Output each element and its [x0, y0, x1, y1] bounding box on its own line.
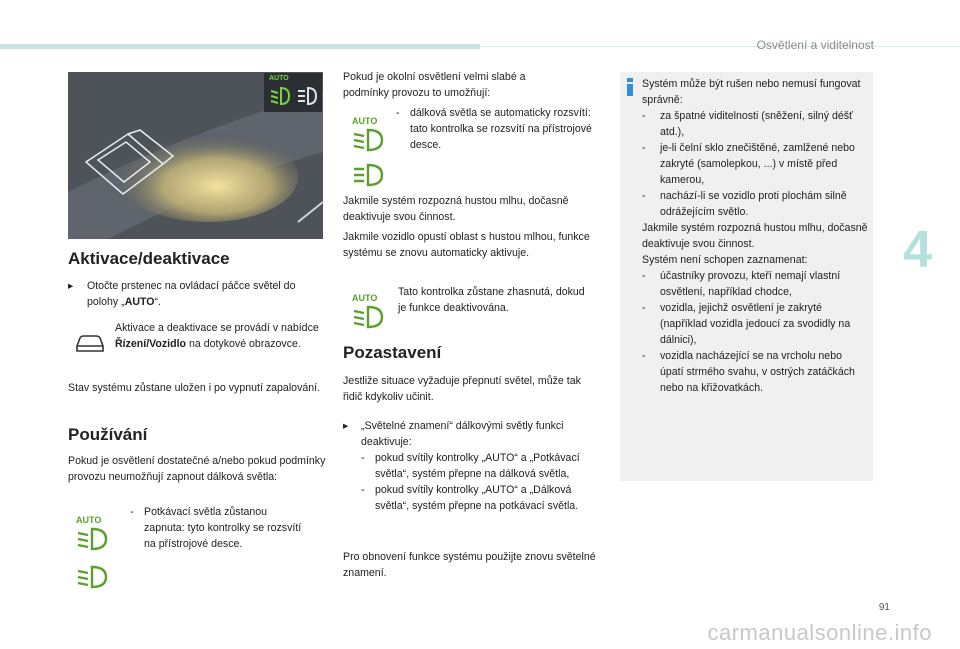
info-box	[620, 72, 873, 481]
watermark: carmanualsonline.info	[707, 620, 932, 645]
off-text: Tato kontrolka zůstane zhasnutá, dokud je funkce deaktivována.	[398, 286, 585, 314]
info-item: - vozidla, jejichž osvětlení je zakryté (například vozidla jedoucí za svodidly na dálnici),	[642, 300, 868, 348]
middle-intro: Pokud je okolní osvětlení velmi slabé a podmínky provozu to umožňují:	[343, 71, 526, 99]
fog-text-2: Jakmile vozidlo opustí oblast s hustou mlhou, funkce systému se znovu automaticky aktivuje.	[343, 231, 590, 259]
info-list-1	[642, 108, 868, 220]
info-not-detect: Systém není schopen zaznamenat:	[642, 254, 808, 266]
menu-path: Řízení/Vozidlo	[115, 338, 187, 350]
dashboard-icons-panel	[264, 73, 322, 112]
auto-beam-icon	[352, 128, 386, 152]
info-icon	[626, 78, 634, 96]
info-item: - vozidla nacházející se na vrcholu nebo úpatí strmého svahu, v ostrých zatáčkách nebo na křižovatkách.	[642, 348, 868, 396]
info-content	[642, 76, 868, 396]
info-fog: Jakmile systém rozpozná hustou mlhu, dočasně deaktivuje svou činnost.	[642, 222, 868, 250]
chapter-number: 4	[903, 221, 932, 279]
heading-usage: Používání	[68, 425, 148, 444]
bullet-arrow-icon: ▸	[68, 280, 74, 292]
signal-list	[361, 450, 603, 514]
info-item: - za špatné viditelnosti (sněžení, silný déšť atd.),	[642, 108, 868, 140]
middle-list	[396, 105, 601, 153]
info-item: - nachází-li se vozidlo proti plochám silně odrážejícím světlo.	[642, 188, 868, 220]
info-item: - je-li čelní sklo znečištěné, zamlžené nebo zakryté (samolepkou, ...) v místě před kamerou,	[642, 140, 868, 188]
section-title: Osvětlení a viditelnost	[756, 38, 874, 52]
bullet-arrow-icon: ▸	[343, 420, 349, 432]
touchscreen-note	[115, 320, 325, 352]
auto-label-middle: AUTO	[352, 116, 378, 126]
high-beam-green-icon	[352, 163, 386, 187]
low-beam-icon	[76, 527, 110, 551]
bullet-text-c: “.	[154, 296, 162, 308]
high-beam-icon	[296, 86, 318, 106]
low-beam-auto-icon	[269, 86, 291, 106]
auto-off-icon	[352, 305, 386, 329]
bullet-text-a: Otočte prstenec na ovládací páčce světel do polohy „	[87, 280, 296, 308]
header-rule	[480, 46, 960, 47]
fog-text-1: Jakmile systém rozpozná hustou mlhu, dočasně deaktivuje svou činnost.	[343, 195, 569, 223]
header-accent-bar	[0, 44, 480, 49]
auto-label-left: AUTO	[76, 515, 102, 525]
info-intro: Systém může být rušen nebo nemusí fungovat správně:	[642, 78, 861, 106]
touch-text-a: Aktivace a deaktivace se provádí v nabídce	[115, 322, 319, 334]
auto-label-off: AUTO	[352, 293, 378, 303]
usage-text: Pokud je osvětlení dostatečné a/nebo pokud podmínky provozu neumožňují zapnout dálková světla:	[68, 455, 326, 483]
middle-item: - dálková světla se automaticky rozsvítí: tato kontrolka se rozsvítí na přístrojové desce.	[396, 105, 601, 153]
signal-block	[343, 418, 603, 514]
pause-text: Jestliže situace vyžaduje přepnutí světel, může tak řidič kdykoliv učinit.	[343, 375, 581, 403]
auto-label: AUTO	[269, 75, 289, 82]
state-saved-text: Stav systému zůstane uložen i po vypnutí zapalování.	[68, 382, 321, 394]
signal-intro: „Světelné znamení“ dálkovými světly funkci deaktivuje:	[361, 420, 564, 448]
touch-text-c: na dotykové obrazovce.	[186, 338, 301, 350]
info-list-2	[642, 268, 868, 396]
heading-pause: Pozastavení	[343, 343, 442, 362]
low-beam-icon-2	[76, 565, 110, 589]
bullet-auto-position	[68, 278, 323, 310]
heading-activation: Aktivace/deaktivace	[68, 249, 230, 268]
bullet-text-auto: AUTO	[124, 296, 155, 308]
page-number: 91	[878, 602, 890, 613]
signal-item: - pokud svítily kontrolky „AUTO“ a „Potkávací světla“, systém přepne na dálková světla,	[361, 450, 603, 482]
restore-text: Pro obnovení funkce systému použijte znovu světelné znamení.	[343, 551, 596, 579]
usage-list	[130, 504, 310, 552]
car-settings-icon	[74, 331, 106, 355]
signal-item: - pokud svítily kontrolky „AUTO“ a „Dálková světla“, systém přepne na potkávací světla.	[361, 482, 603, 514]
info-item: - účastníky provozu, kteří nemají vlastní osvětlení, například chodce,	[642, 268, 868, 300]
usage-item: - Potkávací světla zůstanou zapnuta: tyto kontrolky se rozsvítí na přístrojové desce.	[130, 504, 310, 552]
